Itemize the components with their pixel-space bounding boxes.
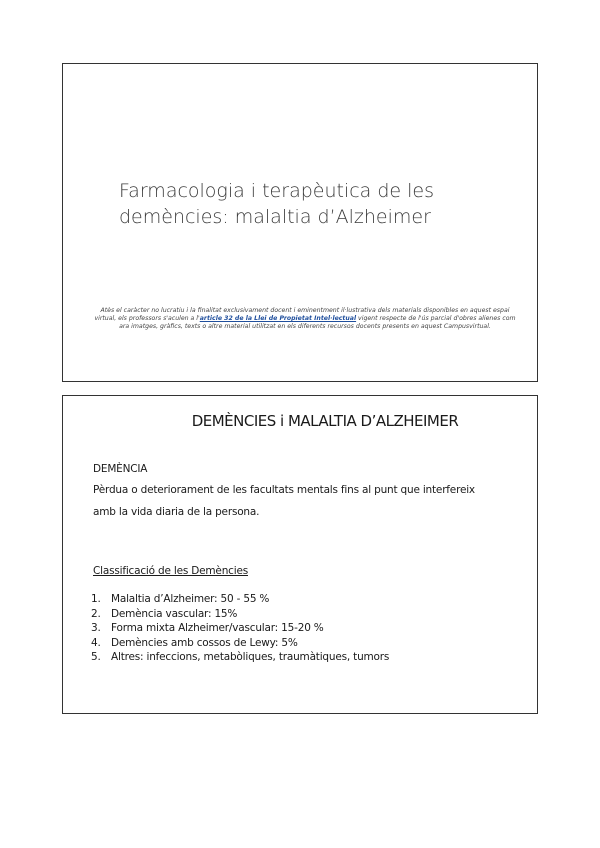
title-line-2: demències: malaltia d’Alzheimer [119, 206, 431, 228]
list-item-text: Demències amb cossos de Lewy: 5% [111, 636, 298, 649]
list-item [91, 607, 389, 622]
list-item [91, 592, 389, 607]
slide-heading: DEMÈNCIES i MALALTIA D’ALZHEIMER [191, 412, 459, 430]
list-item-number: 3. [91, 622, 101, 634]
list-item-text: Altres: infeccions, metabòliques, traumàtiques, tumors [111, 651, 390, 663]
dementia-heading: DEMÈNCIA [93, 463, 148, 475]
classification-list [91, 592, 389, 665]
disclaimer-text-before: Atès el caràcter no lucratiu i la finalitat exclusivament docent i eminentment il·lustrativa dels materials disponibles en aquest espai virtual, els professors s'aculen a l' [94, 307, 510, 323]
disclaimer-text-after: vigent respecte de l'ús parcial d'obres alienes com ara imatges, gràfics, texts o altre material utilitzat en els diferents recursos docents presents en aquest Campusvirtual. [119, 315, 516, 331]
list-item-number: 2. [91, 607, 101, 620]
definition-line-2: amb la vida diaria de la persona. [93, 506, 260, 518]
list-item-text: Demència vascular: 15% [111, 607, 238, 620]
slide-title [62, 63, 538, 382]
list-item-number: 5. [91, 651, 101, 663]
classification-title: Classificació de les Demències [93, 565, 248, 577]
list-item-number: 4. [91, 636, 101, 649]
list-item-text: Malaltia d’Alzheimer: 50 - 55 % [111, 593, 270, 605]
slide-dementia [62, 395, 538, 714]
article-32-link[interactable]: article 32 de la Llei de Propietat Intel·lectual [199, 315, 357, 323]
list-item-number: 1. [91, 593, 101, 605]
presentation-title [119, 178, 519, 230]
title-line-1: Farmacologia i terapèutica de les [119, 180, 435, 202]
definition-line-1: Pèrdua o deteriorament de les facultats mentals fins al punt que interfereix [93, 484, 475, 496]
copyright-disclaimer [93, 307, 517, 332]
list-item [91, 621, 389, 636]
list-item-text: Forma mixta Alzheimer/vascular: 15-20 % [111, 622, 324, 634]
list-item [91, 636, 389, 651]
list-item [91, 650, 389, 665]
